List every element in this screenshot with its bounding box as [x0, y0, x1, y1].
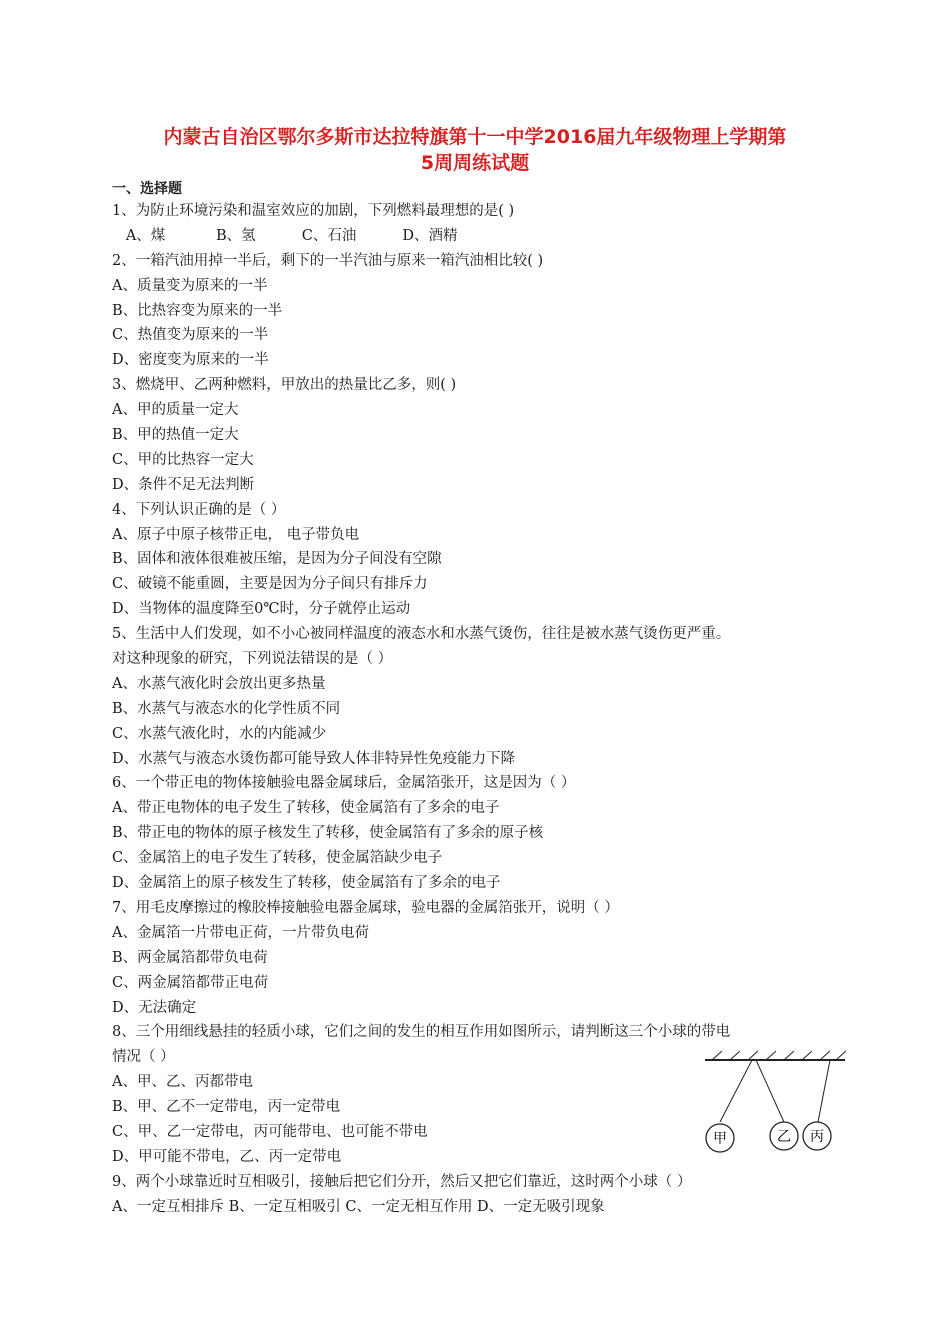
title-line-2: 5周周练试题	[420, 152, 530, 174]
text-line: D、条件不足无法判断	[112, 476, 255, 493]
text-line: 情况（ ）	[112, 1049, 175, 1066]
thread-lines	[720, 1060, 830, 1122]
ball-label: 乙	[777, 1129, 791, 1145]
text-line: B、甲的热值一定大	[112, 427, 239, 444]
text-line: C、热值变为原来的一半	[112, 327, 269, 344]
text-line: B、甲、乙不一定带电，丙一定带电	[112, 1099, 341, 1116]
text-line: 8、三个用细线悬挂的轻质小球，它们之间的发生的相互作用如图所示，请判断这三个小球的带电	[112, 1024, 731, 1041]
text-line: D、金属箔上的原子核发生了转移，使金属箔有了多余的电子	[112, 875, 501, 892]
text-line: B、比热容变为原来的一半	[112, 302, 283, 319]
ball-yi	[770, 1122, 798, 1150]
text-line: A、水蒸气液化时会放出更多热量	[112, 675, 326, 692]
hanging-balls-figure	[700, 1048, 850, 1163]
ball-jia	[706, 1124, 734, 1152]
text-line: C、两金属箔都带正电荷	[112, 974, 269, 991]
title-line-1: 内蒙古自治区鄂尔多斯市达拉特旗第十一中学2016届九年级物理上学期第	[163, 126, 787, 148]
text-line: C、甲的比热容一定大	[112, 451, 254, 468]
text-line: D、当物体的温度降至0℃时，分子就停止运动	[112, 601, 411, 618]
text-line: A、甲、乙、丙都带电	[112, 1074, 253, 1091]
text-line: C、破镜不能重圆，主要是因为分子间只有排斥力	[112, 576, 428, 593]
text-line: B、两金属箔都带负电荷	[112, 949, 268, 966]
ceiling-support	[705, 1051, 846, 1060]
text-line: A、原子中原子核带正电， 电子带负电	[112, 526, 360, 543]
text-line: B、水蒸气与液态水的化学性质不同	[112, 700, 341, 717]
text-line: 3、燃烧甲、乙两种燃料，甲放出的热量比乙多，则( )	[112, 377, 457, 394]
text-line: 对这种现象的研究，下列说法错误的是（ ）	[112, 651, 393, 668]
section-heading: 一、选择题	[112, 181, 182, 197]
text-line: D、甲可能不带电，乙、丙一定带电	[112, 1148, 342, 1165]
text-line: 9、两个小球靠近时互相吸引，接触后把它们分开，然后又把它们靠近，这时两个小球（ ）	[112, 1173, 692, 1190]
text-line: A、煤 B、氢 C、石油 D、酒精	[112, 227, 458, 244]
ball-label: 甲	[713, 1131, 727, 1147]
text-line: D、无法确定	[112, 999, 197, 1016]
text-line: D、水蒸气与液态水烫伤都可能导致人体非特异性免疫能力下降	[112, 750, 516, 767]
text-line: A、质量变为原来的一半	[112, 277, 268, 294]
text-line: C、水蒸气液化时，水的内能减少	[112, 725, 327, 742]
text-line: A、金属箔一片带电正荷，一片带负电荷	[112, 924, 369, 941]
text-line: B、固体和液体很难被压缩，是因为分子间没有空隙	[112, 551, 442, 568]
text-line: A、甲的质量一定大	[112, 402, 239, 419]
text-line: D、密度变为原来的一半	[112, 352, 269, 369]
ball-label: 丙	[810, 1129, 824, 1145]
text-line: B、带正电的物体的原子核发生了转移，使金属箔有了多余的原子核	[112, 825, 544, 842]
text-line: C、金属箔上的电子发生了转移，使金属箔缺少电子	[112, 850, 443, 867]
text-line: 4、下列认识正确的是（ ）	[112, 501, 286, 518]
text-line: 5、生活中人们发现，如不小心被同样温度的液态水和水蒸气烫伤，往往是被水蒸气烫伤更严重。	[112, 626, 731, 643]
text-line: 2、一箱汽油用掉一半后，剩下的一半汽油与原来一箱汽油相比较( )	[112, 252, 544, 269]
text-line: A、带正电物体的电子发生了转移，使金属箔有了多余的电子	[112, 800, 500, 817]
text-line: 1、为防止环境污染和温室效应的加剧，下列燃料最理想的是( )	[112, 203, 515, 219]
text-line: 7、用毛皮摩擦过的橡胶棒接触验电器金属球，验电器的金属箔张开，说明（ ）	[112, 899, 619, 916]
text-line: C、甲、乙一定带电，丙可能带电、也可能不带电	[112, 1123, 428, 1140]
text-line: A、一定互相排斥 B、一定互相吸引 C、一定无相互作用 D、一定无吸引现象	[112, 1198, 605, 1215]
text-line: 6、一个带正电的物体接触验电器金属球后，金属箔张开，这是因为（ ）	[112, 775, 576, 792]
document-title	[60, 124, 890, 176]
ball-bing	[803, 1122, 831, 1150]
